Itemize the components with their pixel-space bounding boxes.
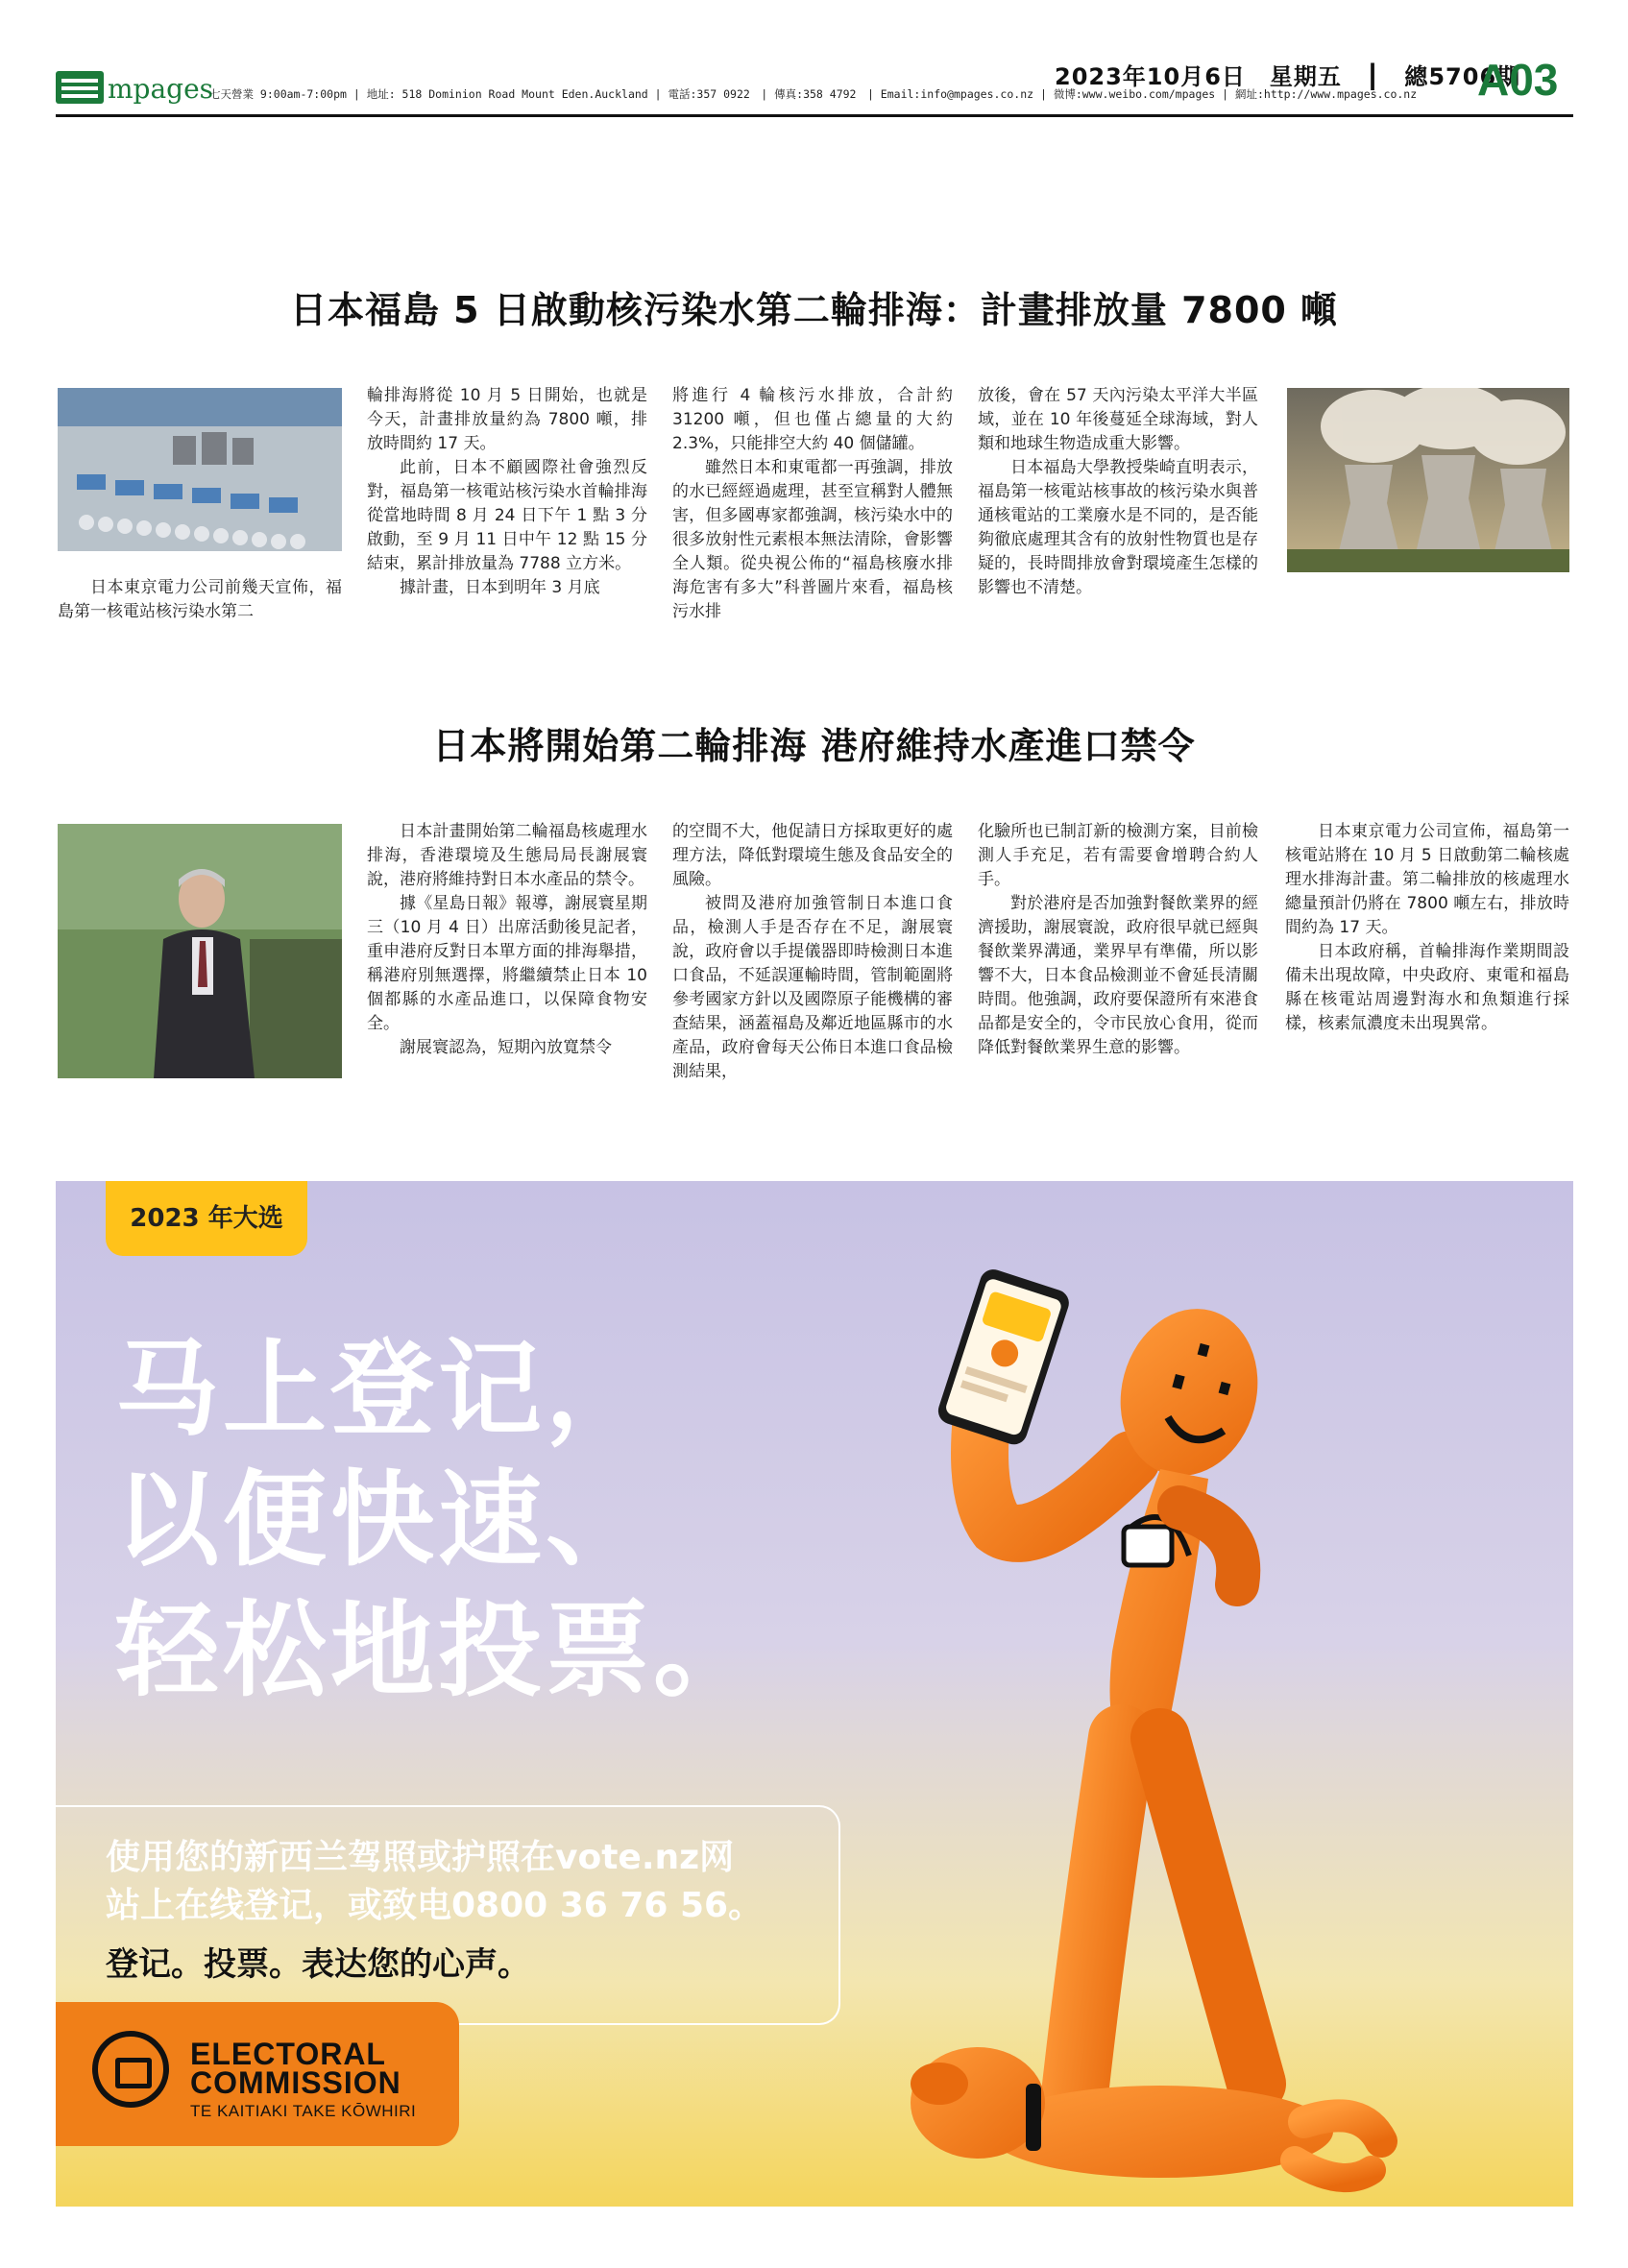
- paragraph: 此前，日本不顧國際社會強烈反對，福島第一核電站核污染水首輪排海從當地時間 8 月 24 日下午 1 點 3 分啟動，至 9 月 11 日中午 12 點 15 分結束，累計排放量為 7788 立方米。: [367, 458, 647, 573]
- election-year-tag: 2023 年大选: [106, 1181, 307, 1256]
- ec-name-line1: ELECTORAL: [190, 2037, 386, 2071]
- paragraph: 被問及港府加強管制日本進口食品，檢測人手是否存在不足，謝展寰說，政府會以手提儀器即時檢測日本進口食品，不延誤運輸時間，管制範圍將參考國家方針以及國際原子能機構的審查結果，涵蓋福島及鄰近地區縣市的水產品，政府會每天公佈日本進口食品檢測結果，: [672, 894, 953, 1081]
- official-portrait-photo: [58, 824, 342, 1078]
- logo-glyph-icon: [56, 71, 104, 104]
- contact-info: 七天營業 9:00am-7:00pm | 地址: 518 Dominion Road Mount Eden.Auckland | 電話:357 0922 | 傳真:358 4792 | Email:info@mpages.co.nz | 微博:www.weibo.com/mpages | 網址:http://www.mpages.co.nz: [209, 87, 1418, 101]
- paragraph: 日本東京電力公司宣佈，福島第一核電站將在 10 月 5 日啟動第二輪核處理水排海計畫。第二輪排放的核處理水總量預計仍將在 7800 噸左右，排放時間約為 17 天。: [1285, 822, 1569, 937]
- paragraph: 將進行 4 輪核污水排放，合計約 31200 噸，但也僅占總量的大約 2.3%，只能排空大約 40 個儲罐。: [672, 386, 953, 453]
- article1-column-2: [672, 384, 953, 624]
- paragraph: 日本政府稱，首輪排海作業期間設備未出現故障，中央政府、東電和福島縣在核電站周邊對海水和魚類進行採樣，核素氚濃度未出現異常。: [1285, 942, 1569, 1033]
- paragraph: 日本福島大學教授柴崎直明表示，福島第一核電站核事故的核污染水與普通核電站的工業廢水是不同的，是否能夠徹底處理其含有的放射性物質也是存疑的，長時間排放會對環境產生怎樣的影響也不清楚。: [978, 458, 1258, 597]
- ad-body-line: 使用您的新西兰驾照或护照在vote.nz网: [106, 1838, 735, 1877]
- paragraph: 日本計畫開始第二輪福島核處理水排海，香港環境及生態局局長謝展寰說，港府將維持對日本水產品的禁令。: [367, 822, 647, 889]
- paragraph: 雖然日本和東電都一再強調，排放的水已經經過處理，甚至宣稱對人體無害，但多國專家都強調，核污染水中的很多放射性元素根本無法清除，會影響全人類。從央視公佈的“福島核廢水排海危害有多大”科普圖片來看，福島核污水排: [672, 458, 953, 621]
- paragraph: 化驗所也已制訂新的檢測方案，目前檢測人手充足，若有需要會增聘合約人手。: [978, 822, 1258, 889]
- paragraph: 據計畫，日本到明年 3 月底: [400, 578, 600, 597]
- article2-column-1: [367, 820, 647, 1060]
- ad-headline-line: 马上登记，: [115, 1330, 654, 1450]
- ec-maori-name: TE KAITIAKI TAKE KŌWHIRI: [190, 2102, 417, 2120]
- article1-caption: 日本東京電力公司前幾天宣佈，福島第一核電站核污染水第二: [58, 578, 342, 621]
- paragraph: 放後，會在 57 天內污染太平洋大半區域，並在 10 年後蔓延全球海域，對人類和地球生物造成重大影響。: [978, 386, 1258, 453]
- ad-headline: [115, 1325, 761, 1717]
- ec-name-line2: COMMISSION: [190, 2065, 401, 2100]
- article1-column-1: [367, 384, 647, 600]
- logo-text: mpages: [108, 73, 214, 105]
- article2-column-4: [1285, 820, 1569, 1036]
- article1-column-3: [978, 384, 1258, 600]
- ad-body-line: 站上在线登记，或致电0800 36 76 56。: [106, 1886, 764, 1925]
- ad-headline-line: 轻松地投票。: [115, 1591, 762, 1711]
- article2-headline: 日本將開始第二輪排海 港府維持水產進口禁令: [432, 725, 1196, 767]
- electoral-commission-logo[interactable]: [56, 2002, 459, 2146]
- electoral-commission-ad[interactable]: [56, 1181, 1573, 2207]
- paragraph: 的空間不大，他促請日方採取更好的處理方法，降低對環境生態及食品安全的風險。: [672, 822, 953, 889]
- article1-headline: 日本福島 5 日啟動核污染水第二輪排海：計畫排放量 7800 噸: [289, 289, 1339, 331]
- orange-mascot-illustration: [843, 1239, 1573, 2199]
- paragraph: 輪排海將從 10 月 5 日開始，也就是今天，計畫排放量約為 7800 噸，排放時間約 17 天。: [367, 386, 647, 453]
- paragraph: 據《星島日報》報導，謝展寰星期三（10 月 4 日）出席活動後見記者，重申港府反對日本單方面的排海舉措，稱港府別無選擇，將繼續禁止日本 10 個都縣的水產品進口，以保障食物安全。: [367, 894, 647, 1033]
- mpages-logo[interactable]: [56, 71, 213, 104]
- issue-date: 2023年10月6日 星期五 ┃ 總5706期: [1055, 63, 1521, 90]
- ad-registration-text: [106, 1834, 836, 1930]
- port-storage-tanks-photo: [58, 388, 342, 551]
- cooling-towers-photo: [1287, 388, 1569, 572]
- page-number: A03: [1477, 55, 1559, 105]
- header-rule: [56, 114, 1573, 117]
- ad-headline-line: 以便快速、: [115, 1460, 654, 1580]
- paragraph: 謝展寰認為，短期內放寬禁令: [400, 1038, 612, 1057]
- masthead: [56, 55, 1573, 115]
- ad-slogan: 登记。投票。表达您的心声。: [106, 1945, 530, 1984]
- ballot-box-icon: [92, 2031, 169, 2108]
- article2-column-3: [978, 820, 1258, 1060]
- paragraph: 對於港府是否加強對餐飲業界的經濟援助，謝展寰說，政府很早就已經與餐飲業界溝通，業界早有準備，所以影響不大，日本食品檢測並不會延長清關時間。他強調，政府要保證所有來港食品都是安全的，令市民放心食用，從而降低對餐飲業界生意的影響。: [978, 894, 1258, 1057]
- article2-column-2: [672, 820, 953, 1084]
